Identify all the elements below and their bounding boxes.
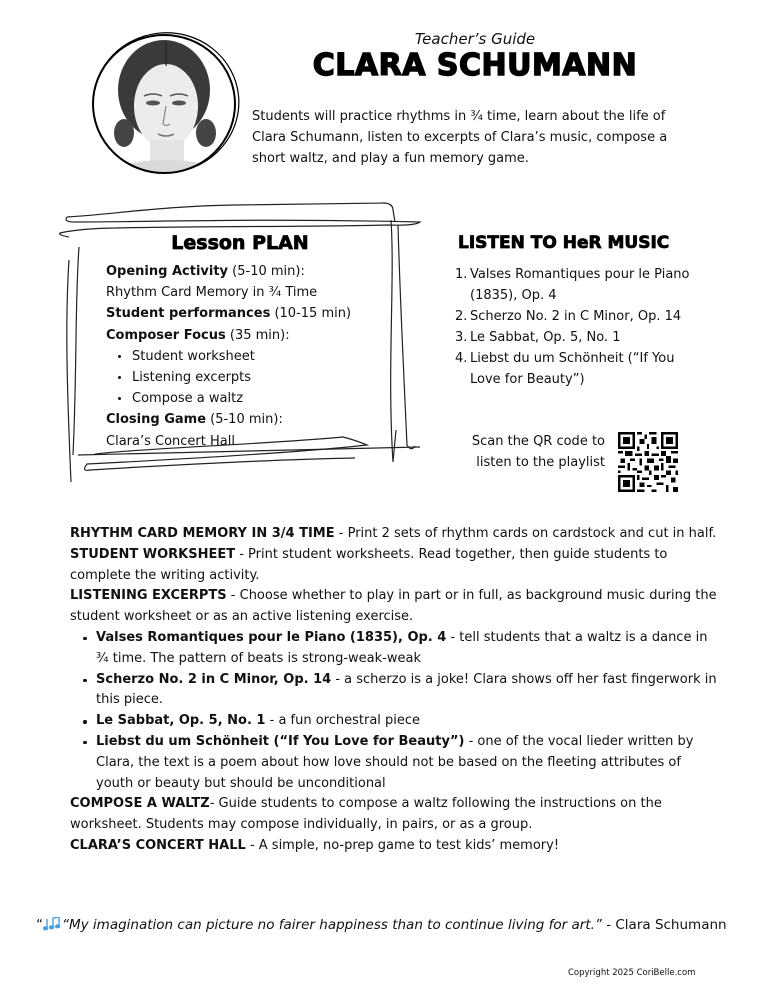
list-item: 3. Le Sabbat, Op. 5, No. 1 <box>455 330 621 345</box>
lesson-plan-item-performances: Student performances (10-15 min) <box>106 306 352 322</box>
intro-paragraph: Students will practice rhythms in ¾ time, learn about the life of Clara Schumann, listen to excerpts of Clara’s music, compose a short waltz, and play a fun memory game. <box>252 109 668 166</box>
qr-code-icon[interactable] <box>618 432 678 492</box>
page-title: CLARA SCHUMANN <box>312 48 638 83</box>
qr-caption: Scan the QR code to listen to the playlist <box>471 434 605 470</box>
music-notes-icon <box>43 917 61 935</box>
bullet-item: Listening excerpts <box>132 367 406 388</box>
lesson-plan-list <box>106 261 406 452</box>
lesson-plan-title: Lesson PLAN <box>171 232 309 254</box>
guide-subtitle: Teacher’s Guide <box>414 30 536 48</box>
instruction-listening-excerpts: LISTENING EXCERPTS - Choose whether to play in part or in full, as background music during the student worksheet or as an active listening exercise. <box>70 588 717 625</box>
lesson-plan-item-composer-focus: Composer Focus (35 min): <box>106 327 290 343</box>
list-item: 4. Liebst du um Schönheit (“If You Love for Beauty”) <box>455 351 675 387</box>
bullet-item: Compose a waltz <box>132 388 406 409</box>
list-item: 1. Valses Romantiques pour le Piano (1835), Op. 4 <box>455 267 690 303</box>
lesson-plan-item-opening: Opening Activity (5-10 min): <box>106 264 305 279</box>
instructions-section <box>70 524 720 857</box>
instruction-concert-hall: CLARA’S CONCERT HALL - A simple, no-prep game to test kids’ memory! <box>70 837 560 853</box>
quote-text: “My imagination can picture no fairer happiness than to continue living for art.” <box>62 917 602 933</box>
excerpt-item: Valses Romantiques pour le Piano (1835), Op. 4 - tell students that a waltz is a dance in ¾ time. The pattern of beats is strong-weak-weak <box>96 628 720 670</box>
quote-line <box>36 917 746 935</box>
listen-section-title: LISTEN TO HeR MUSIC <box>458 233 670 253</box>
excerpt-item: Liebst du um Schönheit (“If You Love for Beauty”) - one of the vocal lieder written by Clara, the text is a poem about how love should not be based on the fleeting attributes of youth or beauty but should be unconditional <box>96 732 720 794</box>
bullet-item: Student worksheet <box>132 346 406 367</box>
excerpt-item: Le Sabbat, Op. 5, No. 1 - a fun orchestral piece <box>96 711 720 732</box>
lesson-plan-item-concert-hall: Clara’s Concert Hall <box>106 433 235 449</box>
instruction-rhythm-cards: RHYTHM CARD MEMORY IN 3/4 TIME - Print 2 sets of rhythm cards on cardstock and cut in half. <box>70 526 717 541</box>
lesson-plan-item-closing: Closing Game (5-10 min): <box>106 412 283 428</box>
copyright-notice: Copyright 2025 CoriBelle.com <box>568 968 696 978</box>
composer-focus-bullets <box>106 346 406 410</box>
excerpt-list <box>70 628 720 794</box>
instruction-compose-waltz: COMPOSE A WALTZ- Guide students to compose a waltz following the instructions on the worksheet. Students may compose individually, in pairs, or as a group. <box>70 796 662 833</box>
quote-attribution: - Clara Schumann <box>601 917 727 933</box>
instruction-student-worksheet: STUDENT WORKSHEET - Print student worksheets. Read together, then guide students to complete the writing activity. <box>70 546 668 583</box>
lesson-plan-item-rhythm: Rhythm Card Memory in ¾ Time <box>106 285 318 301</box>
portrait-image <box>78 28 250 178</box>
list-item: 2. Scherzo No. 2 in C Minor, Op. 14 <box>455 309 682 324</box>
portrait-circle-frame <box>78 28 250 178</box>
quote-open-mark: “ <box>36 917 43 933</box>
listen-list <box>455 264 705 390</box>
excerpt-item: Scherzo No. 2 in C Minor, Op. 14 - a scherzo is a joke! Clara shows off her fast fingerwork in this piece. <box>96 670 720 712</box>
